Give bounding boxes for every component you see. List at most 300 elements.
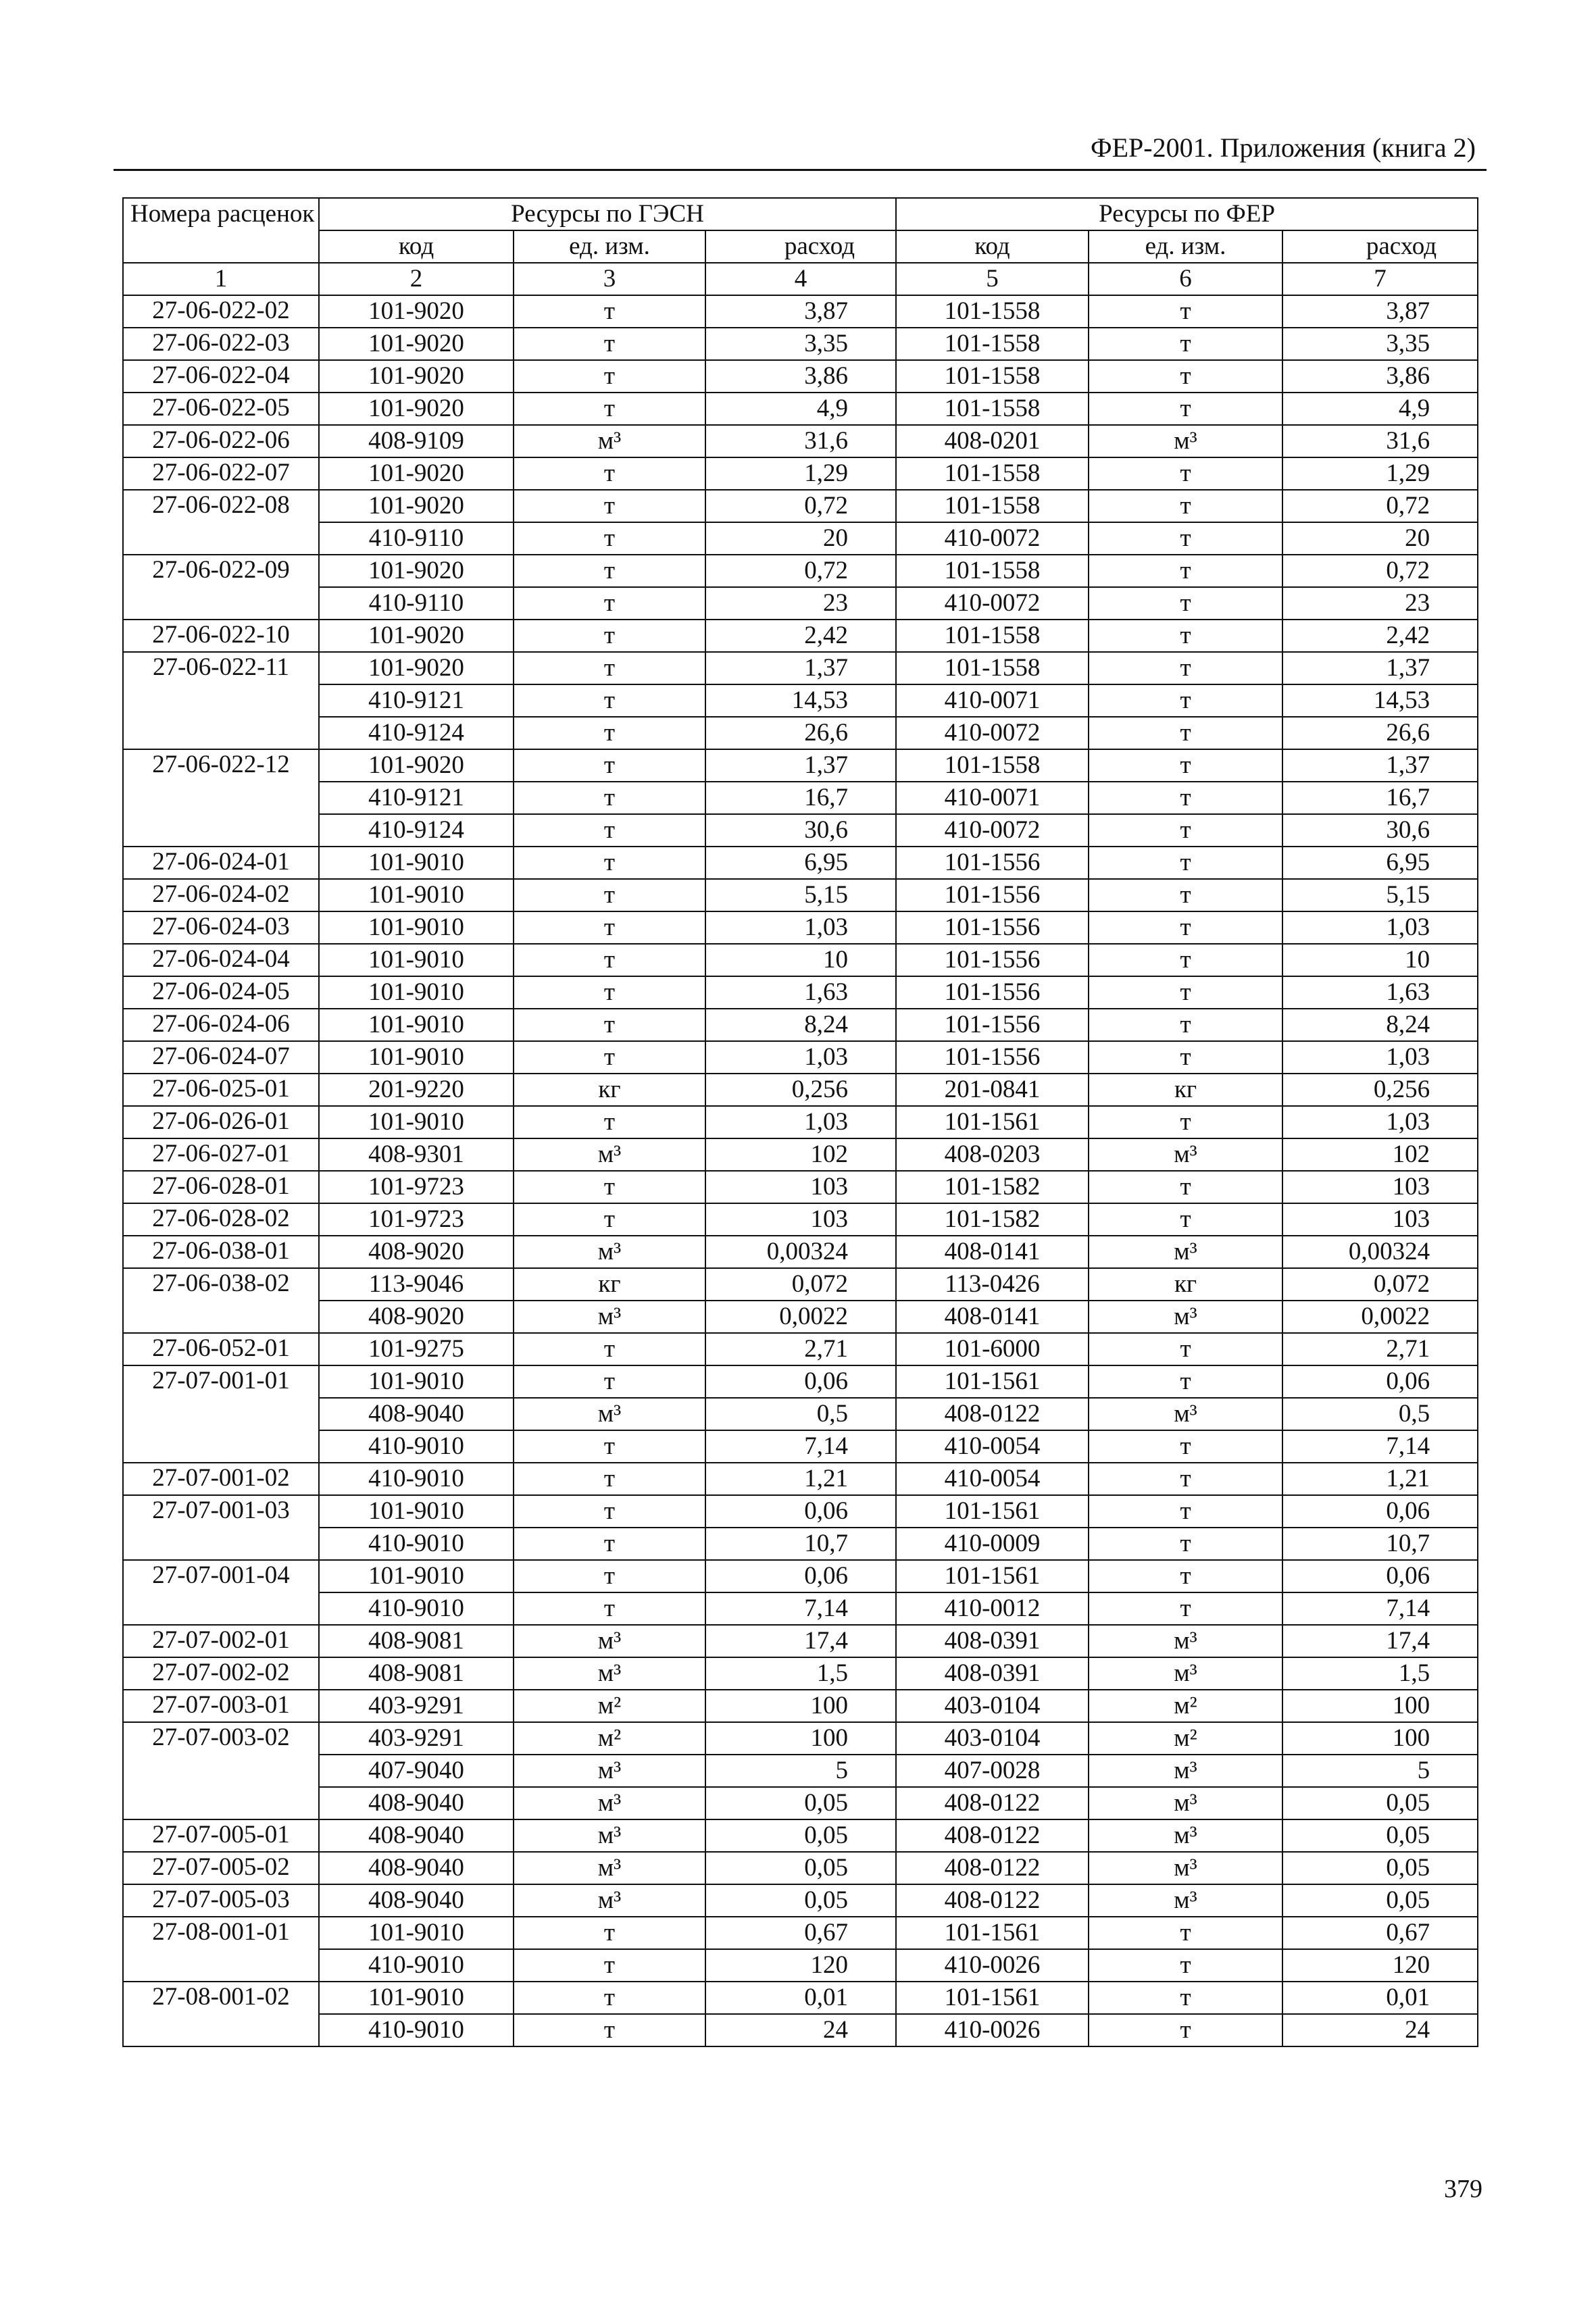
fer-qty-cell: 0,06 [1282,1560,1478,1592]
page-header-title: ФЕР-2001. Приложения (книга 2) [1091,132,1476,163]
fer-qty-cell: 31,6 [1282,425,1478,457]
gesn-qty-cell: 8,24 [705,1009,896,1041]
fer-unit-cell: т [1089,393,1282,425]
table-row [123,522,1478,555]
gesn-qty-cell: 7,14 [705,1430,896,1463]
table-row [123,1463,1478,1495]
fer-unit-cell: м³ [1089,1819,1282,1852]
table-body [123,295,1478,2046]
gesn-code-cell: 101-9020 [319,393,514,425]
fer-qty-cell: 0,05 [1282,1852,1478,1884]
fer-qty-cell: 0,256 [1282,1074,1478,1106]
fer-qty-cell: 2,71 [1282,1333,1478,1365]
gesn-code-cell: 101-9010 [319,1009,514,1041]
rate-number-cell: 27-06-022-07 [123,457,319,490]
column-number: 6 [1089,263,1282,295]
gesn-qty-cell: 1,37 [705,749,896,782]
gesn-unit-cell: т [514,1041,705,1074]
fer-code-cell: 113-0426 [896,1268,1089,1301]
gesn-code-cell: 410-9010 [319,1430,514,1463]
fer-qty-cell: 0,72 [1282,555,1478,587]
gesn-qty-cell: 0,072 [705,1268,896,1301]
table-row [123,1009,1478,1041]
fer-unit-cell: т [1089,652,1282,684]
gesn-code-cell: 410-9010 [319,1528,514,1560]
header-fer-resources: Ресурсы по ФЕР [896,198,1478,230]
fer-unit-cell: м³ [1089,425,1282,457]
fer-qty-cell: 103 [1282,1203,1478,1236]
fer-qty-cell: 1,37 [1282,749,1478,782]
gesn-unit-cell: т [514,1917,705,1949]
gesn-qty-cell: 1,5 [705,1657,896,1690]
gesn-code-cell: 101-9010 [319,911,514,944]
fer-code-cell: 410-0072 [896,587,1089,620]
table-row [123,1495,1478,1528]
table-row [123,1398,1478,1430]
gesn-unit-cell: т [514,555,705,587]
fer-code-cell: 410-0071 [896,684,1089,717]
fer-unit-cell: т [1089,847,1282,879]
fer-code-cell: 408-0391 [896,1625,1089,1657]
fer-code-cell: 408-0201 [896,425,1089,457]
gesn-unit-cell: м³ [514,1787,705,1819]
fer-unit-cell: т [1089,555,1282,587]
rate-number-cell: 27-06-028-02 [123,1203,319,1236]
table-row [123,1787,1478,1819]
gesn-qty-cell: 100 [705,1690,896,1722]
fer-unit-cell: т [1089,1592,1282,1625]
gesn-unit-cell: т [514,1430,705,1463]
column-number: 5 [896,263,1089,295]
fer-qty-cell: 100 [1282,1722,1478,1755]
gesn-unit-cell: т [514,1528,705,1560]
rate-number-cell: 27-06-024-06 [123,1009,319,1041]
table-row [123,620,1478,652]
gesn-code-cell: 410-9010 [319,1949,514,1982]
header-gesn-code: код [319,230,514,263]
fer-code-cell: 101-1558 [896,393,1089,425]
fer-unit-cell: т [1089,328,1282,360]
gesn-code-cell: 408-9040 [319,1884,514,1917]
fer-unit-cell: т [1089,1495,1282,1528]
fer-qty-cell: 0,05 [1282,1787,1478,1819]
fer-unit-cell: м³ [1089,1236,1282,1268]
gesn-qty-cell: 0,5 [705,1398,896,1430]
table-row [123,1917,1478,1949]
table-row [123,1690,1478,1722]
fer-unit-cell: м³ [1089,1138,1282,1171]
fer-unit-cell: т [1089,457,1282,490]
gesn-code-cell: 408-9081 [319,1625,514,1657]
fer-qty-cell: 17,4 [1282,1625,1478,1657]
gesn-unit-cell: м³ [514,1236,705,1268]
table-row [123,1171,1478,1203]
gesn-qty-cell: 16,7 [705,782,896,814]
gesn-code-cell: 101-9020 [319,295,514,328]
gesn-unit-cell: м³ [514,1755,705,1787]
gesn-unit-cell: т [514,490,705,522]
table-row [123,1430,1478,1463]
fer-code-cell: 408-0141 [896,1236,1089,1268]
fer-unit-cell: т [1089,490,1282,522]
rate-number-cell: 27-07-002-01 [123,1625,319,1657]
fer-qty-cell: 1,21 [1282,1463,1478,1495]
header-fer-qty: расход [1282,230,1478,263]
fer-code-cell: 101-1561 [896,1982,1089,2014]
rate-number-cell: 27-08-001-01 [123,1917,319,1982]
table-row [123,749,1478,782]
fer-code-cell: 101-1558 [896,652,1089,684]
gesn-code-cell: 410-9121 [319,782,514,814]
fer-code-cell: 408-0122 [896,1787,1089,1819]
rate-number-cell: 27-06-026-01 [123,1106,319,1138]
gesn-code-cell: 101-9010 [319,879,514,911]
rate-number-cell: 27-07-001-04 [123,1560,319,1625]
gesn-code-cell: 101-9010 [319,976,514,1009]
gesn-qty-cell: 0,05 [705,1852,896,1884]
fer-code-cell: 101-1556 [896,1009,1089,1041]
rate-number-cell: 27-06-022-11 [123,652,319,749]
gesn-code-cell: 113-9046 [319,1268,514,1301]
gesn-code-cell: 101-9010 [319,1495,514,1528]
fer-code-cell: 410-0072 [896,522,1089,555]
table-row [123,879,1478,911]
gesn-code-cell: 410-9010 [319,1463,514,1495]
fer-qty-cell: 1,63 [1282,976,1478,1009]
table-row [123,847,1478,879]
fer-unit-cell: т [1089,879,1282,911]
gesn-qty-cell: 24 [705,2014,896,2046]
table-row [123,911,1478,944]
rate-number-cell: 27-07-001-03 [123,1495,319,1560]
fer-code-cell: 101-1558 [896,328,1089,360]
fer-code-cell: 410-0026 [896,2014,1089,2046]
gesn-code-cell: 101-9020 [319,652,514,684]
gesn-code-cell: 408-9301 [319,1138,514,1171]
fer-code-cell: 101-1558 [896,457,1089,490]
column-number-row [123,263,1478,295]
gesn-qty-cell: 0,06 [705,1495,896,1528]
fer-qty-cell: 0,06 [1282,1495,1478,1528]
rate-number-cell: 27-06-052-01 [123,1333,319,1365]
fer-unit-cell: т [1089,2014,1282,2046]
gesn-code-cell: 101-9010 [319,1917,514,1949]
gesn-code-cell: 101-9723 [319,1171,514,1203]
gesn-code-cell: 403-9291 [319,1722,514,1755]
fer-unit-cell: м³ [1089,1657,1282,1690]
rate-number-cell: 27-08-001-02 [123,1982,319,2046]
gesn-unit-cell: т [514,1009,705,1041]
fer-unit-cell: т [1089,782,1282,814]
gesn-qty-cell: 0,01 [705,1982,896,2014]
gesn-unit-cell: т [514,1463,705,1495]
gesn-qty-cell: 2,42 [705,620,896,652]
fer-unit-cell: т [1089,976,1282,1009]
table-row [123,1301,1478,1333]
fer-unit-cell: т [1089,1365,1282,1398]
rate-number-cell: 27-06-022-02 [123,295,319,328]
rate-number-cell: 27-06-024-04 [123,944,319,976]
fer-code-cell: 101-1558 [896,295,1089,328]
gesn-unit-cell: кг [514,1268,705,1301]
gesn-qty-cell: 0,06 [705,1560,896,1592]
fer-code-cell: 201-0841 [896,1074,1089,1106]
rate-number-cell: 27-06-028-01 [123,1171,319,1203]
fer-qty-cell: 1,03 [1282,1106,1478,1138]
fer-qty-cell: 1,03 [1282,911,1478,944]
fer-unit-cell: т [1089,360,1282,393]
gesn-qty-cell: 5,15 [705,879,896,911]
gesn-unit-cell: т [514,814,705,847]
gesn-code-cell: 101-9010 [319,1041,514,1074]
gesn-code-cell: 408-9020 [319,1301,514,1333]
fer-qty-cell: 7,14 [1282,1430,1478,1463]
gesn-code-cell: 101-9020 [319,457,514,490]
fer-qty-cell: 8,24 [1282,1009,1478,1041]
gesn-code-cell: 101-9010 [319,1982,514,2014]
gesn-qty-cell: 14,53 [705,684,896,717]
fer-unit-cell: т [1089,1917,1282,1949]
fer-unit-cell: т [1089,684,1282,717]
table-row [123,1625,1478,1657]
table-row [123,393,1478,425]
gesn-unit-cell: т [514,911,705,944]
fer-qty-cell: 30,6 [1282,814,1478,847]
column-number: 1 [123,263,319,295]
table-row [123,1755,1478,1787]
rate-number-cell: 27-07-002-02 [123,1657,319,1690]
rate-number-cell: 27-06-024-03 [123,911,319,944]
table-row [123,652,1478,684]
gesn-qty-cell: 100 [705,1722,896,1755]
rate-number-cell: 27-06-022-09 [123,555,319,620]
gesn-unit-cell: т [514,295,705,328]
fer-code-cell: 101-1561 [896,1495,1089,1528]
table-row [123,717,1478,749]
gesn-qty-cell: 4,9 [705,393,896,425]
fer-unit-cell: т [1089,620,1282,652]
gesn-unit-cell: т [514,749,705,782]
fer-unit-cell: м³ [1089,1884,1282,1917]
gesn-qty-cell: 0,05 [705,1787,896,1819]
gesn-code-cell: 408-9040 [319,1852,514,1884]
column-number: 3 [514,263,705,295]
fer-qty-cell: 5 [1282,1755,1478,1787]
gesn-code-cell: 410-9124 [319,814,514,847]
table-row [123,814,1478,847]
fer-qty-cell: 20 [1282,522,1478,555]
table-row [123,1884,1478,1917]
gesn-qty-cell: 1,03 [705,1041,896,1074]
fer-code-cell: 410-0009 [896,1528,1089,1560]
rate-number-cell: 27-07-003-02 [123,1722,319,1819]
table-row [123,555,1478,587]
fer-qty-cell: 24 [1282,2014,1478,2046]
gesn-unit-cell: м² [514,1690,705,1722]
fer-qty-cell: 120 [1282,1949,1478,1982]
gesn-qty-cell: 1,63 [705,976,896,1009]
table-row [123,1138,1478,1171]
table-row [123,328,1478,360]
gesn-unit-cell: т [514,457,705,490]
table-row [123,1592,1478,1625]
gesn-code-cell: 101-9020 [319,360,514,393]
table-row [123,1203,1478,1236]
fer-code-cell: 408-0122 [896,1819,1089,1852]
gesn-code-cell: 101-9020 [319,620,514,652]
fer-unit-cell: т [1089,717,1282,749]
fer-unit-cell: т [1089,1203,1282,1236]
fer-unit-cell: т [1089,944,1282,976]
fer-unit-cell: т [1089,1982,1282,2014]
fer-code-cell: 101-1561 [896,1106,1089,1138]
fer-qty-cell: 26,6 [1282,717,1478,749]
gesn-code-cell: 101-9010 [319,944,514,976]
gesn-unit-cell: м³ [514,1398,705,1430]
gesn-unit-cell: т [514,652,705,684]
fer-code-cell: 410-0071 [896,782,1089,814]
gesn-code-cell: 408-9040 [319,1787,514,1819]
fer-qty-cell: 10 [1282,944,1478,976]
gesn-unit-cell: т [514,1106,705,1138]
gesn-qty-cell: 10,7 [705,1528,896,1560]
gesn-qty-cell: 7,14 [705,1592,896,1625]
gesn-qty-cell: 0,06 [705,1365,896,1398]
gesn-qty-cell: 0,05 [705,1884,896,1917]
gesn-qty-cell: 0,72 [705,490,896,522]
header-fer-code: код [896,230,1089,263]
table-row [123,1722,1478,1755]
fer-qty-cell: 0,06 [1282,1365,1478,1398]
fer-unit-cell: м³ [1089,1852,1282,1884]
gesn-unit-cell: м³ [514,1819,705,1852]
column-number: 2 [319,263,514,295]
gesn-qty-cell: 3,35 [705,328,896,360]
gesn-qty-cell: 17,4 [705,1625,896,1657]
table-row [123,1982,1478,2014]
fer-qty-cell: 5,15 [1282,879,1478,911]
gesn-unit-cell: т [514,587,705,620]
gesn-unit-cell: т [514,782,705,814]
rate-number-cell: 27-07-005-02 [123,1852,319,1884]
gesn-qty-cell: 0,0022 [705,1301,896,1333]
fer-qty-cell: 3,87 [1282,295,1478,328]
resources-table [122,197,1478,2047]
gesn-code-cell: 407-9040 [319,1755,514,1787]
fer-qty-cell: 0,00324 [1282,1236,1478,1268]
header-rate-numbers: Номера расценок [123,198,319,263]
gesn-qty-cell: 26,6 [705,717,896,749]
fer-code-cell: 410-0072 [896,814,1089,847]
rate-number-cell: 27-06-025-01 [123,1074,319,1106]
fer-unit-cell: м³ [1089,1787,1282,1819]
rate-number-cell: 27-06-024-05 [123,976,319,1009]
fer-code-cell: 101-1556 [896,879,1089,911]
gesn-unit-cell: т [514,1495,705,1528]
gesn-qty-cell: 30,6 [705,814,896,847]
fer-unit-cell: кг [1089,1074,1282,1106]
gesn-unit-cell: т [514,1560,705,1592]
fer-qty-cell: 103 [1282,1171,1478,1203]
rate-number-cell: 27-06-022-03 [123,328,319,360]
fer-unit-cell: т [1089,1171,1282,1203]
gesn-unit-cell: м³ [514,425,705,457]
gesn-code-cell: 410-9110 [319,522,514,555]
fer-code-cell: 101-1561 [896,1560,1089,1592]
gesn-unit-cell: т [514,522,705,555]
fer-code-cell: 101-1556 [896,944,1089,976]
rate-number-cell: 27-06-022-04 [123,360,319,393]
fer-qty-cell: 6,95 [1282,847,1478,879]
table-row [123,1333,1478,1365]
fer-code-cell: 408-0122 [896,1398,1089,1430]
header-gesn-unit: ед. изм. [514,230,705,263]
gesn-unit-cell: т [514,620,705,652]
fer-unit-cell: т [1089,749,1282,782]
gesn-unit-cell: т [514,684,705,717]
table-row [123,1560,1478,1592]
rate-number-cell: 27-07-001-01 [123,1365,319,1463]
gesn-unit-cell: м³ [514,1301,705,1333]
gesn-code-cell: 408-9020 [319,1236,514,1268]
fer-code-cell: 408-0141 [896,1301,1089,1333]
gesn-unit-cell: т [514,328,705,360]
fer-qty-cell: 0,05 [1282,1819,1478,1852]
gesn-qty-cell: 120 [705,1949,896,1982]
table-row [123,1365,1478,1398]
table-row [123,976,1478,1009]
column-number: 4 [705,263,896,295]
fer-qty-cell: 0,67 [1282,1917,1478,1949]
fer-code-cell: 101-1556 [896,911,1089,944]
rate-number-cell: 27-07-005-01 [123,1819,319,1852]
fer-code-cell: 101-1556 [896,1041,1089,1074]
fer-qty-cell: 14,53 [1282,684,1478,717]
gesn-code-cell: 410-9124 [319,717,514,749]
gesn-qty-cell: 0,72 [705,555,896,587]
table-row [123,490,1478,522]
table-row [123,1268,1478,1301]
fer-unit-cell: м³ [1089,1625,1282,1657]
rate-number-cell: 27-07-001-02 [123,1463,319,1495]
table-row [123,1852,1478,1884]
gesn-unit-cell: т [514,976,705,1009]
gesn-code-cell: 408-9081 [319,1657,514,1690]
table-row [123,1949,1478,1982]
fer-unit-cell: м² [1089,1722,1282,1755]
gesn-qty-cell: 0,67 [705,1917,896,1949]
rate-number-cell: 27-06-022-10 [123,620,319,652]
fer-code-cell: 410-0054 [896,1430,1089,1463]
fer-unit-cell: м³ [1089,1301,1282,1333]
table-row [123,1528,1478,1560]
gesn-qty-cell: 102 [705,1138,896,1171]
fer-qty-cell: 10,7 [1282,1528,1478,1560]
fer-code-cell: 408-0122 [896,1884,1089,1917]
gesn-unit-cell: м² [514,1722,705,1755]
fer-unit-cell: т [1089,1463,1282,1495]
fer-code-cell: 410-0072 [896,717,1089,749]
fer-qty-cell: 102 [1282,1138,1478,1171]
fer-code-cell: 101-6000 [896,1333,1089,1365]
table-row [123,1236,1478,1268]
fer-qty-cell: 1,03 [1282,1041,1478,1074]
fer-code-cell: 101-1558 [896,360,1089,393]
gesn-code-cell: 408-9040 [319,1398,514,1430]
gesn-unit-cell: м³ [514,1625,705,1657]
rate-number-cell: 27-06-024-07 [123,1041,319,1074]
rate-number-cell: 27-06-038-02 [123,1268,319,1333]
